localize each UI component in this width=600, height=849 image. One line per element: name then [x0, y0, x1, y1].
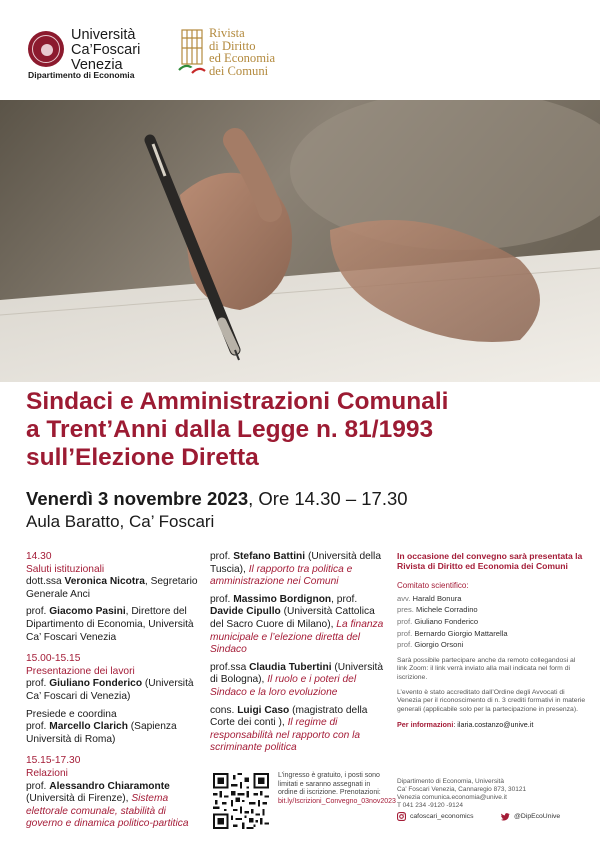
- registration-note: L’ingresso è gratuito, i posti sono limitati e saranno assegnati in ordine di iscrizione. Prenotazioni: bit.ly/Iscrizioni_Convegno_03nov2023: [278, 772, 396, 805]
- instagram-handle: cafoscari_economics: [410, 813, 474, 820]
- twitter-link[interactable]: [501, 812, 560, 821]
- department-address: [397, 778, 587, 810]
- talk-title: Sistema elettorale comunale, stabilità di governo e dinamica politico-partitica: [26, 793, 189, 830]
- title-line: Sindaci e Amministrazioni Comunali: [26, 388, 449, 415]
- event-title: [26, 388, 586, 472]
- info-column: [397, 551, 587, 729]
- speaker-entry: prof. Giacomo Pasini, Direttore del Dipartimento di Economia, Università Ca’ Foscari Venezia: [26, 606, 194, 643]
- speaker-entry: prof. Alessandro Chiaramonte (Università di Firenze), Sistema elettorale comunale, stabilità di governo e dinamica politico-partitica: [26, 780, 189, 830]
- program-column-2: [210, 551, 390, 755]
- event-time: , Ore 14.30 – 17.30: [248, 488, 408, 509]
- speaker-name: Massimo Bordignon: [233, 593, 332, 605]
- social-links: [397, 812, 587, 824]
- chair-label: Presiede e coordina: [26, 708, 117, 720]
- committee-member: pres. Michele Corradino: [397, 605, 478, 615]
- speaker-name: Luigi Caso: [237, 704, 290, 716]
- session-time: 15.15-17.30: [26, 755, 81, 767]
- session-time: 15.00-15.15: [26, 653, 81, 665]
- address-line: Ca’ Foscari Venezia, Cannaregio 873, 30121: [397, 786, 527, 793]
- speaker-name: Alessandro Chiaramonte: [49, 780, 170, 792]
- event-date-time: [26, 488, 408, 510]
- speaker-name: Giuliano Fonderico: [49, 678, 143, 690]
- accreditation-note: L’evento è stato accreditato dall’Ordine degli Avvocati di Venezia per il riconoscimento di n. 3 crediti formativi in materie generali (applicabile solo per la partecipazione in presenza).: [397, 688, 586, 713]
- remote-participation-note: Sarà possibile partecipare anche da remoto collegandosi al link Zoom: il link verrà inviato alla mail indicata nel form di iscrizione.: [397, 656, 576, 681]
- contact-info: [397, 720, 587, 729]
- talk-title: Il rapporto tra politica e amministrazione nei Comuni: [210, 563, 353, 588]
- session-title: Saluti istituzionali: [26, 563, 105, 575]
- speaker-name: Giacomo Pasini: [49, 606, 126, 618]
- university-name: [71, 28, 140, 73]
- instagram-icon: [397, 812, 406, 821]
- speaker-entry: prof. Stefano Battini (Università della Tuscia), Il rapporto tra politica e amministrazione nei Comuni: [210, 551, 381, 588]
- department-name: Dipartimento di Economia: [28, 70, 135, 80]
- registration-link[interactable]: bit.ly/Iscrizioni_Convegno_03nov2023: [278, 797, 396, 805]
- committee-member: avv. Harald Bonura: [397, 593, 462, 603]
- instagram-link[interactable]: [397, 812, 473, 821]
- speaker-name: Claudia Tubertini: [249, 661, 332, 673]
- speaker-entry: cons. Luigi Caso (magistrato della Corte dei conti ), Il regime di responsabilità nel rapporto con la scriminante politica: [210, 704, 368, 754]
- header: [0, 0, 600, 100]
- speaker-name: Davide Cipullo: [210, 606, 281, 618]
- address-line: T 041 234 -9120 -9124: [397, 802, 464, 809]
- talk-title: Il regime di responsabilità nel rapporto con la scriminante politica: [210, 717, 361, 754]
- session-title: Presentazione dei lavori: [26, 665, 135, 677]
- event-date: Venerdì 3 novembre 2023: [26, 488, 249, 509]
- title-line: sull’Elezione Diretta: [26, 444, 259, 471]
- session-title: Relazioni: [26, 767, 68, 779]
- address-line: Dipartimento di Economia, Università: [397, 778, 504, 785]
- speaker-entry: dott.ssa Veronica Nicotra, Segretario Generale Anci: [26, 576, 198, 600]
- contact-label: Per informazioni: [397, 720, 454, 730]
- rivista-announcement: In occasione del convegno sarà presentata la Rivista di Diritto ed Economia dei Comuni: [397, 551, 583, 572]
- speaker-entry: prof. Marcello Clarich (Sapienza Università di Roma): [26, 721, 177, 745]
- speaker-entry: prof. Massimo Bordignon, prof. Davide Cipullo (Università Cattolica del Sacro Cuore di Milano), La finanza municipale e l’elezione diretta del Sindaco: [210, 593, 384, 656]
- contact-email[interactable]: : ilaria.costanzo@unive.it: [453, 720, 534, 730]
- university-line: Ca’Foscari: [71, 42, 141, 58]
- committee-title: Comitato scientifico:: [397, 580, 469, 590]
- event-venue: Aula Baratto, Ca’ Foscari: [26, 512, 215, 531]
- title-line: a Trent’Anni dalla Legge n. 81/1993: [26, 416, 434, 443]
- twitter-icon: [501, 812, 510, 821]
- registration-qr-code[interactable]: [213, 773, 269, 829]
- rivista-logo-icon: [178, 26, 206, 74]
- ca-foscari-seal-logo: [28, 31, 64, 67]
- university-line: Università: [71, 27, 136, 43]
- university-line: Venezia: [71, 57, 123, 73]
- rivista-line: ed Economia: [209, 51, 276, 65]
- speaker-name: Veronica Nicotra: [64, 576, 145, 588]
- committee-member: prof. Giuliano Fonderico: [397, 617, 479, 626]
- address-line: Venezia comunica.economia@unive.it: [397, 794, 507, 801]
- speaker-entry: prof. Giuliano Fonderico (Università Ca’ Foscari di Venezia): [26, 678, 194, 702]
- program-column-1: [26, 551, 204, 831]
- committee-member: prof. Bernardo Giorgio Mattarella: [397, 628, 508, 638]
- hero-photo-hand-writing: [0, 100, 600, 382]
- speaker-name: Marcello Clarich: [49, 721, 128, 733]
- rivista-line: di Diritto: [209, 38, 256, 53]
- speaker-name: Stefano Battini: [233, 551, 306, 562]
- session-time: 14.30: [26, 551, 52, 562]
- twitter-handle: @DipEcoUnive: [514, 813, 561, 820]
- committee-member: prof. Giorgio Orsoni: [397, 640, 464, 650]
- rivista-line: dei Comuni: [209, 63, 269, 78]
- speaker-entry: prof.ssa Claudia Tubertini (Università di Bologna), Il ruolo e i poteri del Sindaco e la loro evoluzione: [210, 661, 384, 698]
- talk-title: La finanza municipale e l’elezione diretta del Sindaco: [210, 618, 384, 656]
- talk-title: Il ruolo e i poteri del Sindaco e la loro evoluzione: [210, 674, 357, 698]
- rivista-line: Rivista: [209, 26, 245, 40]
- rivista-logo-text: [209, 27, 275, 77]
